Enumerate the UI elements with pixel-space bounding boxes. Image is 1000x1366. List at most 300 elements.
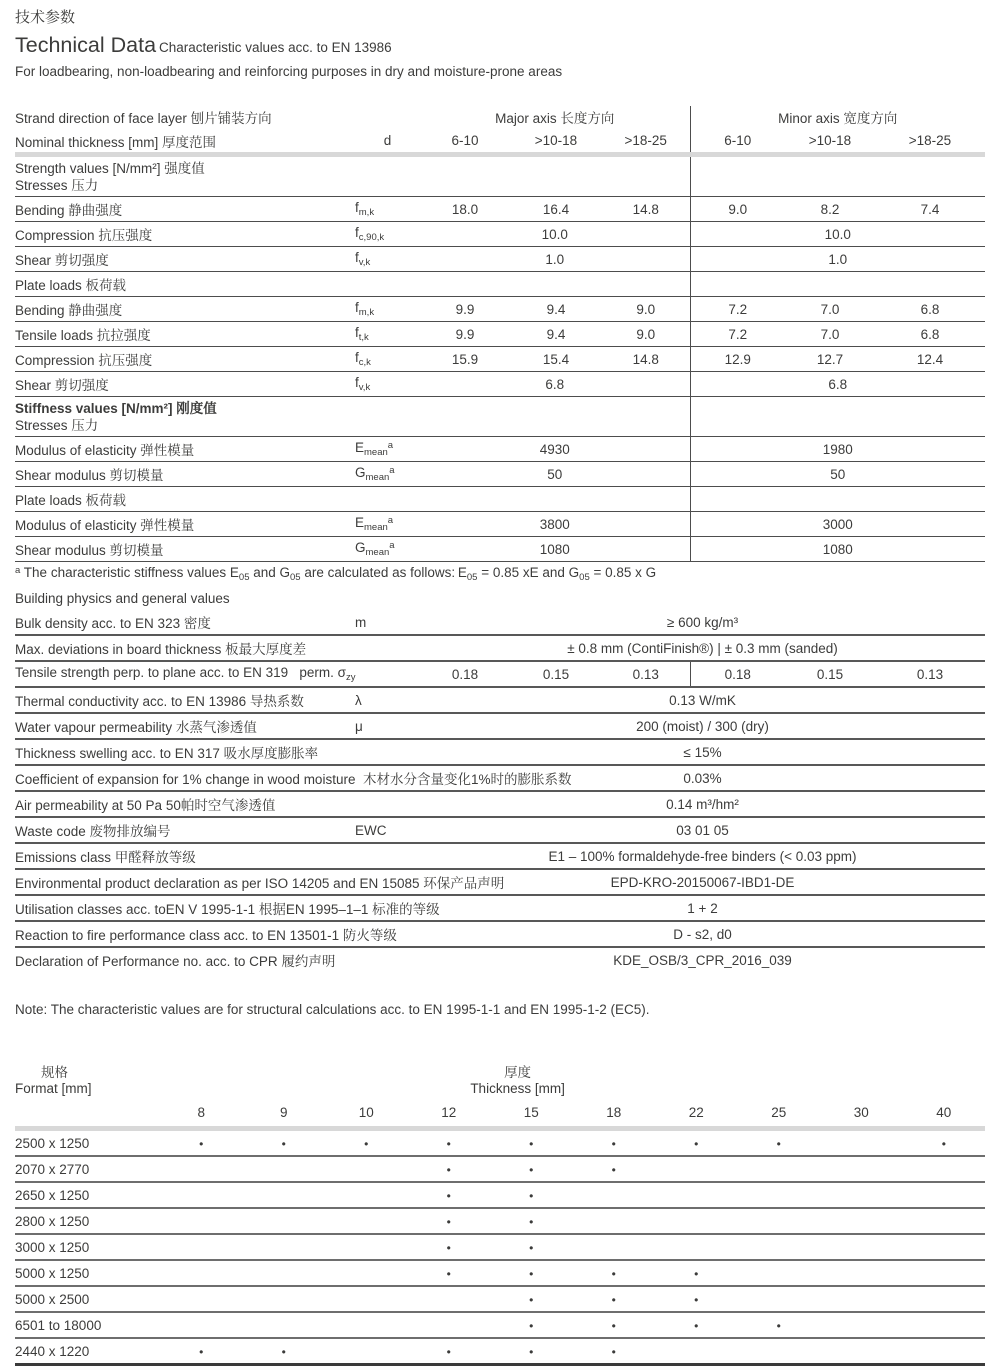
row-label-cell: Bending 静曲强度 (15, 197, 355, 222)
thickness-header-en: Thickness [mm] (470, 1081, 565, 1096)
value-cell: 6.8 (875, 322, 985, 347)
value-cell: 6.8 (875, 297, 985, 322)
symbol-sub: mean (364, 447, 388, 458)
empty-cell (655, 1234, 738, 1260)
empty-cell (325, 1182, 408, 1208)
format-cell: 2500 x 1250 (15, 1131, 160, 1156)
empty-cell (655, 1208, 738, 1234)
page-subtitle: For loadbearing, non-loadbearing and reinforcing purposes in dry and moisture-prone areas (15, 64, 563, 79)
empty-cell (738, 1286, 821, 1312)
availability-dot-cell (325, 1131, 408, 1156)
table-row (15, 1312, 985, 1338)
thickness-value: 25 (771, 1105, 787, 1120)
major-axis-header: Major axis 长度方向 (495, 111, 615, 126)
footnote-text: Note: The characteristic values are for structural calculations acc. to EN 1995-1-1 and EN 1995-1-2 (EC5). (15, 1002, 650, 1017)
availability-dot-cell (655, 1286, 738, 1312)
value-cell: 0.03% (420, 765, 985, 791)
symbol-sub: mean (364, 522, 388, 533)
symbol-cell (355, 661, 420, 687)
value-cell: 0.15 (785, 661, 875, 687)
table-row (15, 297, 985, 322)
symbol-sub: t,k (358, 332, 369, 343)
thickness-value: 30 (853, 1105, 869, 1120)
symbol-text: m (355, 614, 367, 630)
table-row (15, 1234, 985, 1260)
thickness-values-row (15, 1099, 985, 1126)
thickness-value: 9 (279, 1105, 288, 1120)
availability-dot-cell (655, 1131, 738, 1156)
symbol-text: f (355, 300, 359, 315)
availability-dot: • (199, 1344, 204, 1359)
empty-cell (903, 1234, 986, 1260)
availability-dot: • (529, 1318, 534, 1333)
availability-dot-cell (490, 1312, 573, 1338)
availability-dot: • (611, 1162, 616, 1177)
format-cell: 5000 x 2500 (15, 1286, 160, 1312)
value-cell: 14.8 (602, 197, 690, 222)
table-row (15, 372, 985, 397)
symbol-text: f (355, 350, 359, 365)
range-header: >18-25 (624, 133, 667, 148)
empty-cell (243, 1286, 326, 1312)
empty-cell (903, 1260, 986, 1286)
empty-cell (903, 1338, 986, 1365)
empty-cell (820, 1234, 903, 1260)
availability-dot: • (446, 1266, 451, 1281)
availability-dot-cell (655, 1260, 738, 1286)
empty-cell (738, 1260, 821, 1286)
group-row (15, 157, 985, 197)
symbol-text: = 0.85 xE and G (477, 565, 580, 580)
table-row (15, 713, 985, 739)
value-cell: 9.9 (420, 322, 510, 347)
availability-dot-cell (490, 1260, 573, 1286)
symbol-sub: m,k (358, 307, 375, 318)
page-title: Technical Data (15, 33, 157, 57)
format-cell: 5000 x 1250 (15, 1260, 160, 1286)
symbol-text: EWC (355, 822, 387, 838)
table-row (15, 222, 985, 247)
availability-dot-cell (655, 1312, 738, 1338)
table-row (15, 610, 985, 635)
value-cell: ≥ 600 kg/m³ (420, 610, 985, 635)
availability-dot-cell (573, 1312, 656, 1338)
value-cell: 0.15 (510, 661, 602, 687)
empty-cell (243, 1182, 326, 1208)
table-row (15, 817, 985, 843)
value-cell: 12.4 (875, 347, 985, 372)
empty-cell (160, 1182, 243, 1208)
empty-cell (738, 1338, 821, 1365)
table-row (15, 462, 985, 487)
symbol-cell (355, 947, 420, 972)
section-label-cell: Plate loads 板荷载 (15, 487, 690, 512)
availability-dot: • (529, 1136, 534, 1151)
availability-dot-cell (408, 1182, 491, 1208)
availability-dot-cell (160, 1338, 243, 1365)
row-label-cell: Air permeability at 50 Pa 50帕时空气渗透值 (15, 791, 355, 817)
thickness-value: 8 (197, 1105, 205, 1120)
row-label-cell: Bending 静曲强度 (15, 297, 355, 322)
availability-dot: • (446, 1344, 451, 1359)
symbol-cell (355, 322, 420, 347)
availability-dot-cell (490, 1338, 573, 1365)
symbol-sub: 05 (466, 572, 478, 583)
minor-axis-header: Minor axis 宽度方向 (690, 106, 985, 129)
value-cell: 9.0 (602, 297, 690, 322)
empty-cell (243, 1156, 326, 1182)
availability-dot-cell (408, 1208, 491, 1234)
availability-dot: • (941, 1136, 946, 1151)
table-row (15, 512, 985, 537)
availability-dot: • (611, 1318, 616, 1333)
empty-cell (738, 1182, 821, 1208)
availability-dot-cell (490, 1286, 573, 1312)
value-cell: 15.9 (420, 347, 510, 372)
row-label-cell: Modulus of elasticity 弹性模量 (15, 437, 355, 462)
symbol-cell (355, 297, 420, 322)
empty-cell (325, 1286, 408, 1312)
range-header: >10-18 (534, 133, 578, 148)
value-cell: 1080 (690, 537, 985, 562)
symbol-cell (355, 610, 420, 635)
format-header-row (15, 1063, 985, 1099)
symbol-text: λ (355, 692, 362, 708)
empty-cell (820, 1208, 903, 1234)
empty-cell (325, 1156, 408, 1182)
empty-cell (243, 1208, 326, 1234)
availability-dot-cell (408, 1234, 491, 1260)
symbol-text: and G (249, 565, 291, 580)
value-cell: 15.4 (510, 347, 602, 372)
availability-dot-cell (738, 1131, 821, 1156)
group-subtitle: Stresses 压力 (15, 178, 99, 193)
table-row (15, 765, 985, 791)
empty-cell (903, 1182, 986, 1208)
value-cell: ± 0.8 mm (ContiFinish®) | ± 0.3 mm (sanded) (420, 635, 985, 661)
availability-dot-cell (490, 1156, 573, 1182)
availability-dot-cell (243, 1131, 326, 1156)
row-label-cell: Compression 抗压强度 (15, 347, 355, 372)
table-row (15, 791, 985, 817)
symbol-sub: 05 (290, 572, 301, 583)
row-label-cell (15, 661, 355, 687)
row-label-cell: Water vapour permeability 水蒸气渗透值 (15, 713, 355, 739)
section-row (15, 272, 985, 297)
symbol-cell (355, 791, 420, 817)
symbol-sup: a (387, 515, 394, 526)
range-header: >18-25 (908, 133, 952, 148)
format-cell: 6501 to 18000 (15, 1312, 160, 1338)
row-label-cell: Shear modulus 剪切模量 (15, 537, 355, 562)
value-cell: 0.14 m³/hm² (420, 791, 985, 817)
table-row (15, 843, 985, 869)
availability-dot: • (446, 1136, 451, 1151)
availability-dot: • (529, 1188, 534, 1203)
symbol-cell (355, 437, 420, 462)
availability-dot-cell (573, 1260, 656, 1286)
empty-cell (160, 1312, 243, 1338)
empty-cell (243, 1312, 326, 1338)
availability-dot: • (611, 1136, 616, 1151)
availability-dot-cell (408, 1260, 491, 1286)
symbol-sub: c,90,k (358, 232, 385, 243)
value-cell: 12.7 (785, 347, 875, 372)
technical-values-table (15, 106, 985, 972)
value-cell: 7.0 (785, 322, 875, 347)
value-cell: 1980 (690, 437, 985, 462)
value-cell: 0.13 (602, 661, 690, 687)
thickness-value: 12 (441, 1105, 457, 1120)
row-label-cell: Compression 抗压强度 (15, 222, 355, 247)
value-cell: 9.4 (510, 297, 602, 322)
plain-row (15, 586, 985, 610)
availability-dot-cell (573, 1131, 656, 1156)
symbol-text: f (355, 225, 359, 240)
row-label-cell: Shear 剪切强度 (15, 247, 355, 272)
availability-dot-cell (490, 1234, 573, 1260)
symbol-cell (355, 372, 420, 397)
value-cell: 12.9 (690, 347, 785, 372)
group-title-cell (15, 397, 690, 437)
table-row (15, 537, 985, 562)
symbol-sub: 05 (579, 572, 590, 583)
empty-cell (160, 1260, 243, 1286)
format-cell: 2440 x 1220 (15, 1338, 160, 1365)
empty-cell (655, 1338, 738, 1365)
symbol-cell (355, 713, 420, 739)
symbol-cell (355, 512, 420, 537)
table-row (15, 661, 985, 687)
thickness-column-header (160, 1063, 985, 1099)
availability-dot: • (529, 1344, 534, 1359)
row-label-cell: Coefficient of expansion for 1% change in wood moisture 木材水分含量变化1%时的膨胀系数 (15, 765, 355, 791)
header-row-axes (15, 106, 985, 129)
value-cell: 0.18 (420, 661, 510, 687)
empty-cell (160, 1156, 243, 1182)
group-row (15, 397, 985, 437)
symbol-sub: zy (346, 672, 356, 683)
strand-direction-header: Strand direction of face layer 刨片铺装方向 (15, 111, 272, 126)
empty-cell (820, 1182, 903, 1208)
value-cell: D - s2, d0 (420, 921, 985, 947)
availability-dot-cell (408, 1156, 491, 1182)
value-cell: 3800 (420, 512, 690, 537)
value-cell: 9.9 (420, 297, 510, 322)
row-label-cell: Declaration of Performance no. acc. to CPR 履约声明 (15, 954, 336, 969)
empty-cell (655, 1156, 738, 1182)
spacer-cell (690, 157, 985, 197)
symbol-text: = 0.85 x G (589, 565, 657, 580)
row-label-cell: Tensile loads 抗拉强度 (15, 322, 355, 347)
format-cell: 2070 x 2770 (15, 1156, 160, 1182)
value-cell: 7.0 (785, 297, 875, 322)
section-label-cell: Plate loads 板荷载 (15, 272, 690, 297)
availability-dot: • (776, 1136, 781, 1151)
table-row (15, 247, 985, 272)
symbol-cell (355, 687, 420, 713)
value-cell: 8.2 (785, 197, 875, 222)
value-cell: 18.0 (420, 197, 510, 222)
thickness-header-zh: 厚度 (504, 1065, 532, 1080)
value-cell: 6.8 (420, 372, 690, 397)
empty-cell (655, 1182, 738, 1208)
row-label-cell: Shear modulus 剪切模量 (15, 462, 355, 487)
value-cell: 1080 (420, 537, 690, 562)
value-cell: 1.0 (690, 247, 985, 272)
empty-cell (820, 1312, 903, 1338)
plain-cell: Building physics and general values (15, 590, 230, 606)
value-cell: EPD-KRO-20150067-IBD1-DE (420, 869, 985, 895)
table-row (15, 322, 985, 347)
table-row (15, 437, 985, 462)
availability-dot: • (694, 1266, 699, 1281)
availability-dot: • (446, 1240, 451, 1255)
symbol-sub: m,k (358, 207, 375, 218)
symbol-text: Tensile strength perp. to plane acc. to EN 319 perm. σ (15, 665, 347, 680)
value-cell: 0.18 (690, 661, 785, 687)
empty-cell (573, 1208, 656, 1234)
symbol-text: E (355, 440, 365, 455)
symbol-text: are calculated as follows: E (300, 565, 467, 580)
group-title: Strength values [N/mm²] 强度值 (15, 161, 205, 176)
empty-cell (408, 1312, 491, 1338)
format-cell: 3000 x 1250 (15, 1234, 160, 1260)
value-cell: 50 (690, 462, 985, 487)
value-cell: E1 – 100% formaldehyde-free binders (< 0.03 ppm) (420, 843, 985, 869)
empty-cell (903, 1156, 986, 1182)
empty-cell (738, 1156, 821, 1182)
availability-dot: • (611, 1344, 616, 1359)
symbol-cell (355, 739, 420, 765)
empty-cell (160, 1286, 243, 1312)
availability-dot-cell (408, 1131, 491, 1156)
availability-dot: • (694, 1292, 699, 1307)
table-row (15, 197, 985, 222)
availability-dot-cell (738, 1312, 821, 1338)
value-cell: 0.13 W/mK (420, 687, 985, 713)
value-cell: 1 + 2 (420, 895, 985, 921)
thickness-value: 15 (523, 1105, 539, 1120)
symbol-text: E (355, 515, 365, 530)
availability-dot-cell (573, 1338, 656, 1365)
value-cell: 14.8 (602, 347, 690, 372)
format-thickness-table (15, 1063, 985, 1366)
thickness-value: 22 (688, 1105, 704, 1120)
thickness-value: 40 (936, 1105, 952, 1120)
empty-cell (738, 1208, 821, 1234)
empty-cell (160, 1208, 243, 1234)
value-cell: 7.2 (690, 322, 785, 347)
availability-dot-cell (903, 1131, 986, 1156)
spacer-cell (690, 397, 985, 437)
symbol-text: G (355, 465, 366, 480)
format-header-en: Format [mm] (15, 1081, 92, 1096)
value-cell: 9.4 (510, 322, 602, 347)
range-header: 6-10 (690, 129, 785, 152)
empty-cell (820, 1260, 903, 1286)
value-cell: 1.0 (420, 247, 690, 272)
group-title: Stiffness values [N/mm²] 刚度值 (15, 401, 217, 416)
table-row (15, 1131, 985, 1156)
empty-cell (325, 1312, 408, 1338)
header-row-thickness (15, 129, 985, 152)
symbol-text: The characteristic stiffness values E (20, 565, 239, 580)
availability-dot: • (611, 1292, 616, 1307)
spacer-cell (690, 272, 985, 297)
format-header-zh: 规格 (41, 1065, 68, 1080)
table-row (15, 1286, 985, 1312)
empty-cell (903, 1312, 986, 1338)
format-cell: 2800 x 1250 (15, 1208, 160, 1234)
table-row (15, 1208, 985, 1234)
value-cell: 9.0 (602, 322, 690, 347)
availability-dot: • (529, 1292, 534, 1307)
availability-dot: • (446, 1214, 451, 1229)
availability-dot: • (364, 1136, 369, 1151)
empty-cell (408, 1286, 491, 1312)
availability-dot-cell (408, 1338, 491, 1365)
table-row (15, 1182, 985, 1208)
range-header: >10-18 (808, 133, 852, 148)
page-title-line (15, 33, 985, 57)
empty-cell (243, 1260, 326, 1286)
row-label-cell: Bulk density acc. to EN 323 密度 (15, 610, 355, 635)
symbol-text: f (355, 250, 359, 265)
availability-dot: • (529, 1162, 534, 1177)
empty-cell (15, 1099, 160, 1126)
table-row (15, 739, 985, 765)
symbol-text: f (355, 325, 359, 340)
table-row (15, 895, 985, 921)
symbol-sup: a (15, 565, 21, 576)
row-label-cell: Thermal conductivity acc. to EN 13986 导热系数 (15, 687, 355, 713)
availability-dot-cell (490, 1208, 573, 1234)
thickness-value: 10 (358, 1105, 374, 1120)
availability-dot: • (529, 1266, 534, 1281)
value-cell: 10.0 (690, 222, 985, 247)
value-cell: 03 01 05 (420, 817, 985, 843)
symbol-cell (355, 537, 420, 562)
availability-dot-cell (490, 1131, 573, 1156)
availability-dot-cell (160, 1131, 243, 1156)
availability-dot: • (611, 1266, 616, 1281)
row-label-cell: Thickness swelling acc. to EN 317 吸水厚度膨胀率 (15, 739, 355, 765)
availability-dot: • (281, 1344, 286, 1359)
thickness-value: 18 (606, 1105, 622, 1120)
page-title-suffix: Characteristic values acc. to EN 13986 (159, 40, 392, 55)
value-cell: ≤ 15% (420, 739, 985, 765)
symbol-sup: a (389, 465, 395, 476)
row-label-cell: Max. deviations in board thickness 板最大厚度差 (15, 635, 355, 661)
group-title-cell (15, 157, 690, 197)
table-row (15, 921, 985, 947)
symbol-text: G (355, 540, 366, 555)
symbol-sub: v,k (358, 257, 371, 268)
table-row (15, 347, 985, 372)
symbol-cell (355, 247, 420, 272)
value-cell: KDE_OSB/3_CPR_2016_039 (613, 952, 792, 968)
availability-dot: • (446, 1188, 451, 1203)
empty-cell (243, 1234, 326, 1260)
empty-cell (820, 1286, 903, 1312)
table-row (15, 635, 985, 661)
symbol-cell (355, 843, 420, 869)
table-row (15, 1156, 985, 1182)
value-cell: 3000 (690, 512, 985, 537)
symbol-sub: mean (365, 472, 390, 483)
value-cell: 200 (moist) / 300 (dry) (420, 713, 985, 739)
